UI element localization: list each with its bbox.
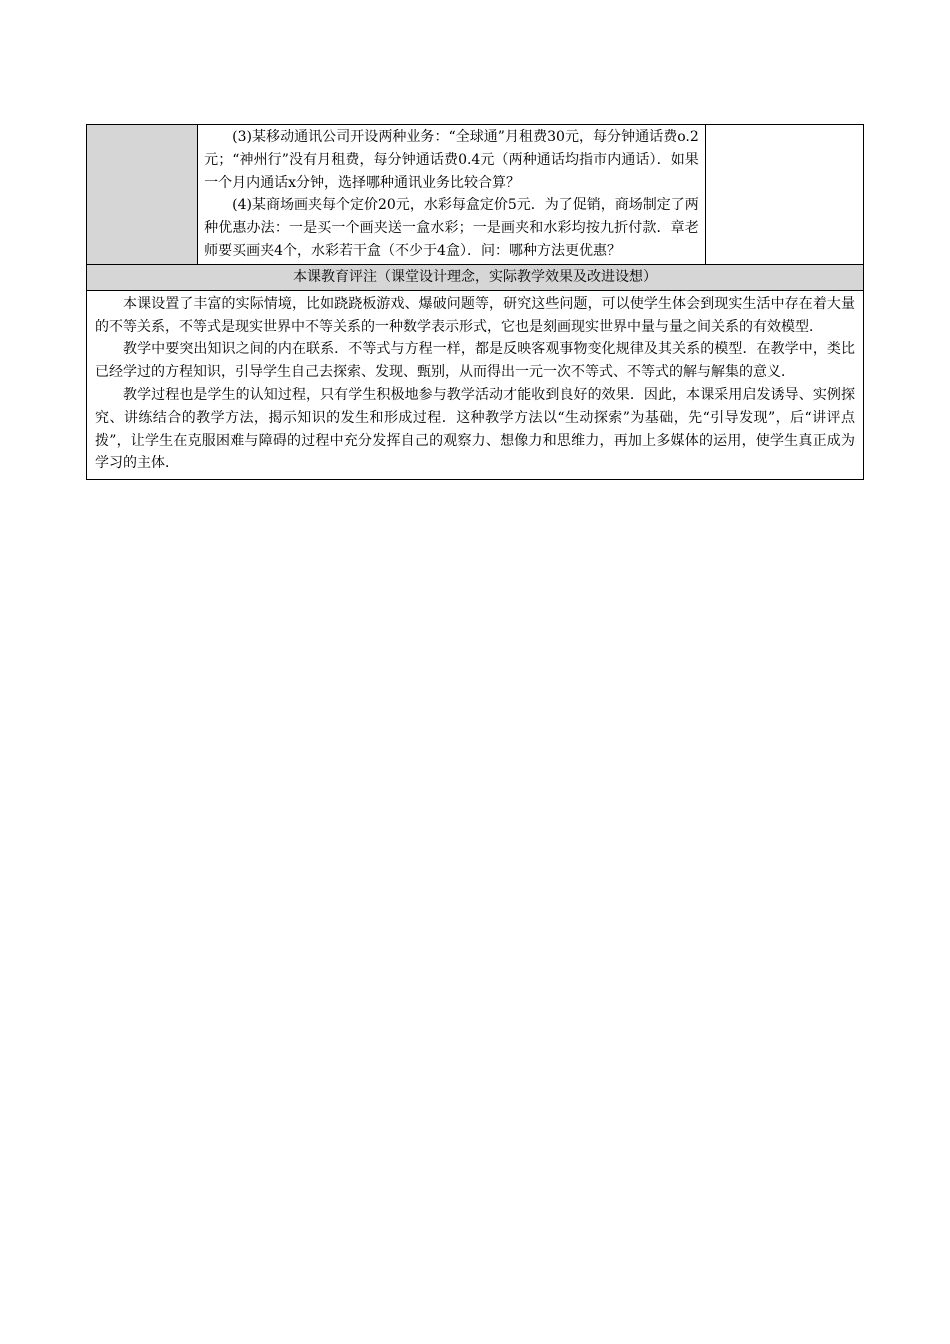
problem-4: (4)某商场画夹每个定价20元，水彩每盒定价5元．为了促销，商场制定了两种优惠办法：一是买一个画夹送一盒水彩；一是画夹和水彩均按九折付款．章老师要买画夹4个，水彩若干盒（不少于4盒）．问：哪种方法更优惠？ (204, 197, 699, 259)
commentary-paragraph-3: 教学过程也是学生的认知过程，只有学生积极地参与教学活动才能收到良好的效果．因此，本课采用启发诱导、实例探究、讲练结合的教学方法，揭示知识的发生和形成过程．这种教学方法以“生动探索”为基础，先“引导发现”，后“讲评点拨”，让学生在克服困难与障碍的过程中充分发挥自己的观察力、想像力和思维力，再加上多媒体的运用，使学生真正成为学习的主体． (95, 386, 855, 472)
commentary-header: 本课教育评注（课堂设计理念，实际教学效果及改进设想） (87, 264, 864, 290)
right-empty-cell (705, 125, 863, 265)
problems-cell (198, 125, 706, 265)
problems-row (87, 125, 864, 265)
left-shaded-cell (87, 125, 198, 265)
commentary-row (87, 290, 864, 479)
commentary-paragraph-1: 本课设置了丰富的实际情境，比如跷跷板游戏、爆破问题等，研究这些问题，可以使学生体会到现实生活中存在着大量的不等关系，不等式是现实世界中不等关系的一种数学表示形式，它也是刻画现实世界中量与量之间关系的有效模型． (95, 295, 855, 335)
commentary-cell (87, 290, 864, 479)
problem-3: (3)某移动通讯公司开设两种业务：“全球通”月租费30元，每分钟通话费o.2元；“神州行”没有月租费，每分钟通话费0.4元（两种通话均指市内通话）．如果一个月内通话x分钟，选择哪种通讯业务比较合算？ (204, 129, 699, 191)
lesson-plan-table (86, 124, 864, 480)
commentary-paragraph-2: 教学中要突出知识之间的内在联系．不等式与方程一样，都是反映客观事物变化规律及其关系的模型．在教学中，类比已经学过的方程知识，引导学生自己去探索、发现、甄别，从而得出一元一次不等式、不等式的解与解集的意义． (95, 341, 855, 381)
commentary-header-row (87, 264, 864, 290)
